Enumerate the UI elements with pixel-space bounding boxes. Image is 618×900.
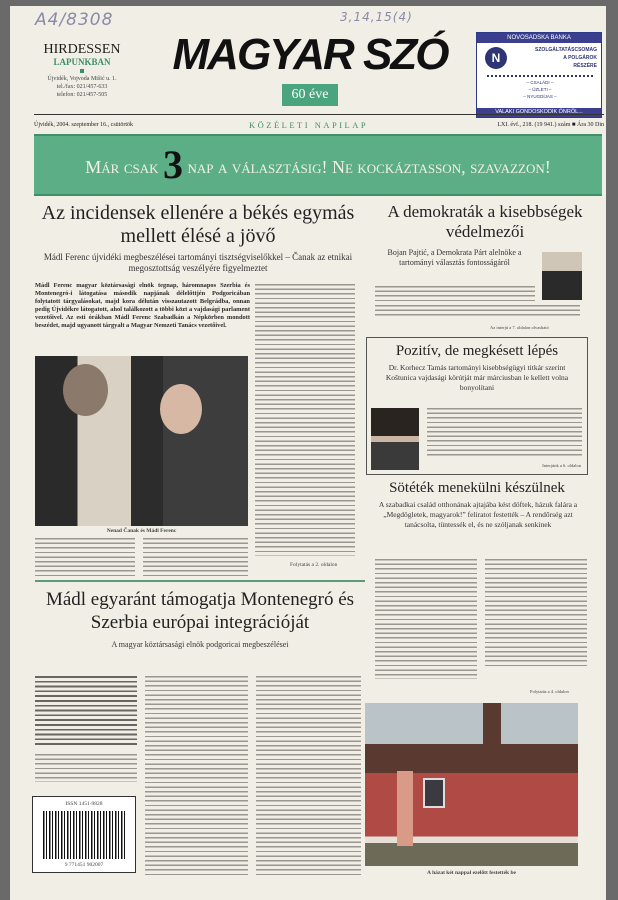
barcode-icon	[43, 811, 125, 859]
bank-ad-line: SZOLGÁLTATÁSCSOMAG	[535, 47, 597, 53]
main-photo	[35, 356, 248, 526]
second-lead	[35, 676, 137, 746]
bank-logo-icon: N	[485, 47, 507, 69]
logo-text: MAGYAR SZÓ	[172, 30, 448, 79]
korhecz-photo	[371, 408, 419, 470]
dateline	[34, 118, 604, 132]
paper-tagline: KÖZÉLETI NAPILAP	[249, 120, 369, 130]
pajtic-photo	[542, 252, 582, 300]
main-lead: Mádl Ferenc magyar köztársasági elnök tegnap, háromnapos Szerbia és Montenegró-i látogatása második napjának délelőttjén Podgoricában folytatott tárgyalásokat, majd kora délután visszautazott Belgrádba, onnan pedig Újvidékre látogatott, ahol találkozott a többi közt a vajdasági parlament vezetőivel. Az esti órákban Mádl Ferenc Szabadkán a Népkörben mondott beszédet, majd ugyanott tárgyalt a Magyar Nemzeti Tanács vezetőivel.	[35, 282, 250, 329]
bank-ad-option: – ÜZLETI –	[528, 87, 552, 92]
barcode-box	[32, 796, 136, 873]
second-headline[interactable]: Mádl egyaránt támogatja Montenegró és Szerbia európai integrációját	[45, 589, 355, 633]
ad-phone: telefon: 021/457-505	[56, 92, 108, 98]
bank-ad-option: – NYUGDÍJAS –	[523, 94, 557, 99]
house-photo	[365, 703, 578, 866]
second-subhead: A magyar köztársasági elnök podgoricai megbeszélései	[111, 640, 289, 649]
ad-title: HIRDESSEN	[43, 42, 121, 57]
issn-number: ISSN 1451-9828	[65, 801, 103, 807]
ad-fax: tel./fax: 021/457-633	[56, 84, 108, 90]
threat-body	[375, 559, 477, 679]
election-banner	[34, 134, 602, 196]
house-photo-caption: A házat két nappal ezelőtt festették be	[427, 870, 516, 876]
bank-ad-line: A POLGÁROK	[563, 55, 597, 61]
main-body-column	[255, 284, 355, 556]
main-photo-caption: Nenad Čanak és Mádl Ferenc	[106, 528, 177, 534]
democrats-subhead: Bojan Pajtić, a Demokrata Párt alelnöke a tartományi választás fontosságáról	[387, 248, 522, 267]
bank-advertisement	[476, 32, 602, 118]
ad-address: Újvidék, Vojvoda Mišić u. 1.	[47, 76, 117, 82]
pencil-note: 3,14,15(4)	[340, 10, 413, 24]
ad-subtitle: LAPUNKBAN	[53, 57, 111, 67]
bank-ad-footer: VALAKI GONDOSKODIK ÖNRŐL...	[477, 108, 601, 117]
bank-ad-option: – CSALÁDI –	[526, 80, 554, 85]
masthead-rule	[34, 114, 604, 115]
threat-headline[interactable]: Sötéték menekülni készülnek	[389, 480, 565, 496]
issue-info: LXI. évf., 218. (19 941.) szám ■ Ára 30 Din	[497, 122, 604, 128]
main-body-column	[35, 538, 135, 576]
threat-subhead: A szabadkai család otthonának ajtajába kést döftek, házuk falára a „Megdögletek, magyarok!” feliratot festették – A rendőrség azt tanácsolta, tüntessék el, és ne szóljanak senkinek	[378, 500, 578, 529]
main-continued: Folytatás a 2. oldalon	[290, 562, 338, 568]
second-body	[256, 676, 361, 876]
newspaper-page	[10, 6, 606, 900]
bank-name: NOVOSADSKA BANKA	[477, 33, 601, 43]
main-body-column	[143, 538, 248, 576]
threat-continued: Folytatás a 4. oldalon	[530, 689, 569, 694]
second-body	[35, 754, 137, 782]
archive-number-handwritten: A4/8308	[35, 10, 114, 30]
positive-headline[interactable]: Pozitív, de megkésett lépés	[395, 343, 559, 359]
advertise-box	[34, 42, 130, 99]
democrats-body	[375, 286, 535, 302]
positive-subhead: Dr. Korhecz Tamás tartományi kisebbségügyi titkár szerint Koštunica vajdasági körútját már márciusban le kellett volna bonyolítani	[385, 363, 569, 392]
second-body	[145, 676, 248, 876]
anniversary-badge: 60 éve	[282, 84, 338, 106]
threat-body	[485, 559, 587, 669]
newspaper-logo	[160, 30, 460, 112]
issue-date: Újvidék, 2004. szeptember 16., csütörtök	[34, 122, 133, 128]
democrats-continued: Az interjú a 7. oldalon olvasható	[490, 325, 549, 330]
banner-text: Már csak	[85, 157, 159, 177]
banner-number: 3	[163, 142, 184, 187]
main-headline[interactable]: Az incidensek ellenére a békés egymás mellett élésé a jövő	[41, 202, 355, 247]
positive-body	[427, 408, 582, 458]
banner-text: nap a választásig! Ne kockáztasson, szavazzon!	[187, 157, 551, 177]
positive-article-box	[366, 337, 588, 475]
positive-continued: Interjúnk a 6. oldalon	[542, 463, 581, 468]
barcode-number: 9 771451 902007	[64, 862, 104, 868]
main-subhead: Mádl Ferenc újvidéki megbeszélései tartományi tisztségviselőkkel – Čanak az etnikai megosztottság veszélyére figyelmeztet	[43, 252, 353, 273]
bank-ad-line: RÉSZÉRE	[573, 63, 597, 69]
section-divider	[35, 580, 365, 582]
democrats-body	[375, 305, 580, 319]
democrats-headline[interactable]: A demokraták a kisebbségek védelmezői	[387, 202, 583, 241]
